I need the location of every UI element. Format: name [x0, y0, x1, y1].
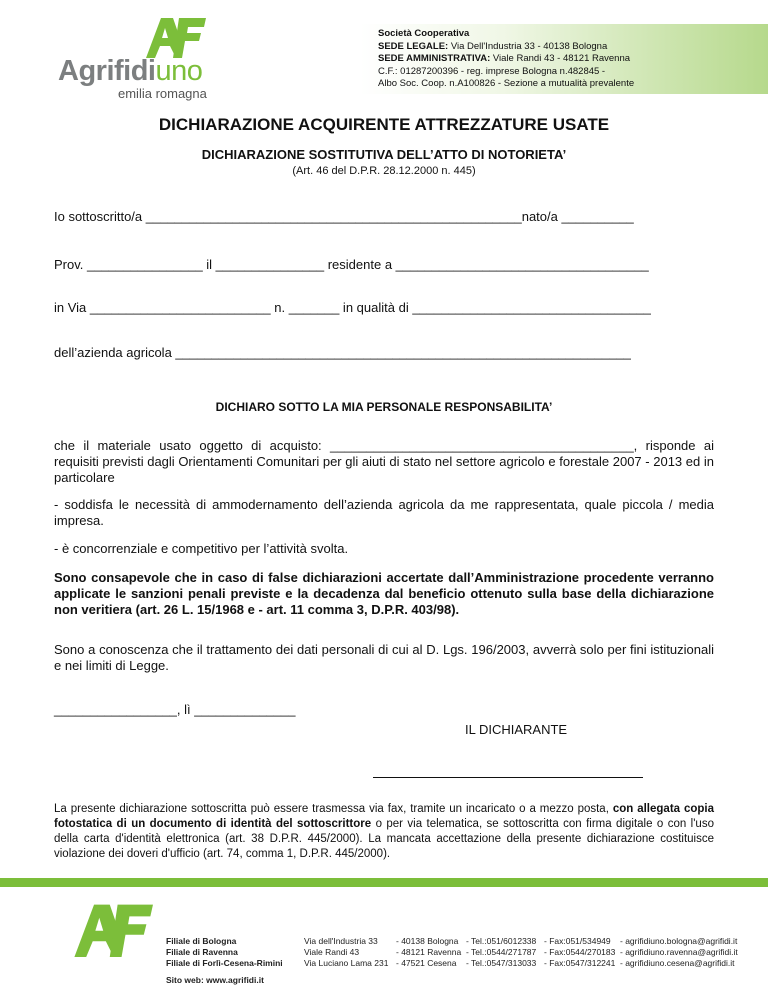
field-line-province-date-residence[interactable]: Prov. ________________ il _______________ residente a ___________________________________ — [54, 257, 649, 272]
field-line-farm[interactable]: dell’azienda agricola _______________________________________________________________ — [54, 345, 631, 360]
legal-reference: (Art. 46 del D.P.R. 28.12.2000 n. 445) — [292, 165, 476, 177]
signature-label: IL DICHIARANTE — [465, 722, 568, 737]
footer-cities — [396, 936, 461, 969]
footer-addresses — [304, 936, 388, 969]
note-text-2: o per via telematica, se sottoscritta con firma digitale o con l'uso della carta d'identità elettronica (art. 38 D.P.R. 445/2000). La mancata accettazione della presente dichiarazione costituisce violazione dei doveri d'ufficio (art. 74, comma 1, D.P.R. 445/2000). — [54, 818, 714, 860]
document-subtitle: DICHIARAZIONE SOSTITUTIVA DELL’ATTO DI NOTORIETA’ — [201, 147, 567, 162]
logo-region: emilia romagna — [118, 86, 207, 101]
signature-line[interactable] — [373, 777, 643, 778]
declaration-heading: DICHIARO SOTTO LA MIA PERSONALE RESPONSABILITA’ — [215, 400, 553, 414]
footer-emails — [620, 936, 738, 969]
sede-legale-value: Via Dell'Industria 33 - 40138 Bologna — [450, 40, 608, 52]
footer-phones — [466, 936, 536, 969]
document-title: DICHIARAZIONE ACQUIRENTE ATTREZZATURE USATE — [158, 115, 610, 134]
fax-bologna: - Fax:051/534949 — [544, 936, 611, 946]
place-date-line[interactable]: _________________, lì ______________ — [54, 702, 296, 717]
paragraph-modernisation: - soddisfa le necessità di ammodernamento dell’azienda agricola da me rappresentata, quale piccola / media impresa. — [54, 497, 714, 528]
fax-cesena: - Fax:0547/312241 — [544, 958, 616, 968]
email-bologna[interactable]: - agrifidiuno.bologna@agrifidi.it — [620, 936, 738, 946]
albo-line: Albo Soc. Coop. n.A100826 - Sezione a mutualità prevalente — [378, 78, 635, 89]
footer-branches — [166, 936, 283, 986]
footer-green-bar — [0, 878, 768, 887]
email-ravenna[interactable]: - agrifidiuno.ravenna@agrifidi.it — [620, 947, 738, 957]
address-ravenna: Viale Randi 43 — [304, 947, 360, 957]
note-text-bold: con allegata copia fotostatica di un documento di identità del sottoscrittore — [54, 803, 715, 830]
logo-word-agrifidi: Agrifidi — [58, 55, 156, 87]
logo-word-uno: uno — [155, 55, 203, 87]
sede-legale-label: SEDE LEGALE: — [378, 40, 449, 52]
af-footer-logo-icon — [70, 902, 160, 957]
phone-cesena: - Tel.:0547/313033 — [466, 958, 537, 968]
paragraph-material: che il materiale usato oggetto di acquisto: __________________________________________, risponde ai requisiti previsti dagli Orientamenti Comunitari per gli aiuti di stato nel settore agricolo e forestale 2007 - 2013 ed in particolare — [54, 438, 714, 485]
af-logo-mark-icon — [146, 16, 208, 58]
sede-amministrativa-value: Viale Randi 43 - 48121 Ravenna — [492, 53, 631, 64]
field-line-address-role[interactable]: in Via _________________________ n. _______ in qualità di _________________________________ — [54, 300, 651, 315]
sede-amministrativa-label: SEDE AMMINISTRATIVA: — [378, 53, 491, 64]
agrifidi-logo — [56, 16, 296, 106]
fax-ravenna: - Fax:0544/270183 — [544, 947, 616, 957]
branch-forli-cesena-rimini: Filiale di Forlì-Cesena-Rimini — [166, 958, 283, 968]
field-line-name-birthplace[interactable]: Io sottoscritto/a ____________________________________________________nato/a __________ — [54, 209, 634, 224]
branch-ravenna: Filiale di Ravenna — [166, 947, 238, 957]
paragraph-privacy: Sono a conoscenza che il trattamento dei dati personali di cui al D. Lgs. 196/2003, avverrà solo per fini istituzionali e nei limiti di Legge. — [54, 642, 714, 673]
coop-label: Società Cooperativa — [378, 28, 470, 39]
company-info — [378, 28, 634, 91]
footer-faxes — [544, 936, 615, 969]
paragraph-false-declaration-warning: Sono consapevole che in caso di false dichiarazioni accertate dall’Amministrazione procedente verranno applicate le sanzioni penali previste e la decadenza dal beneficio ottenuto sulla base della dichiarazione non veritiera (art. 26 L. 15/1968 e - art. 11 comma 3, D.P.R. 403/98). — [54, 570, 714, 617]
transmission-note — [54, 802, 714, 862]
phone-ravenna: - Tel.:0544/271787 — [466, 947, 537, 957]
paragraph-competitive: - è concorrenziale e competitivo per l’attività svolta. — [54, 541, 349, 556]
city-bologna: - 40138 Bologna — [396, 936, 459, 946]
logo-wordmark — [58, 56, 202, 86]
email-cesena[interactable]: - agrifidiuno.cesena@agrifidi.it — [620, 958, 735, 968]
city-cesena: - 47521 Cesena — [396, 958, 457, 968]
website-link[interactable]: Sito web: www.agrifidi.it — [166, 975, 264, 985]
city-ravenna: - 48121 Ravenna — [396, 947, 462, 957]
phone-bologna: - Tel.:051/6012338 — [466, 936, 537, 946]
letterhead — [0, 0, 768, 110]
address-bologna: Via dell'Industria 33 — [304, 936, 378, 946]
address-cesena: Via Luciano Lama 231 — [304, 958, 389, 968]
note-text-1: La presente dichiarazione sottoscritta può essere trasmessa via fax, tramite un incaricato o a mezzo posta, — [54, 803, 609, 815]
codice-fiscale-line: C.F.: 01287200396 - reg. imprese Bologna n.482845 - — [378, 65, 606, 77]
branch-bologna: Filiale di Bologna — [166, 936, 237, 946]
